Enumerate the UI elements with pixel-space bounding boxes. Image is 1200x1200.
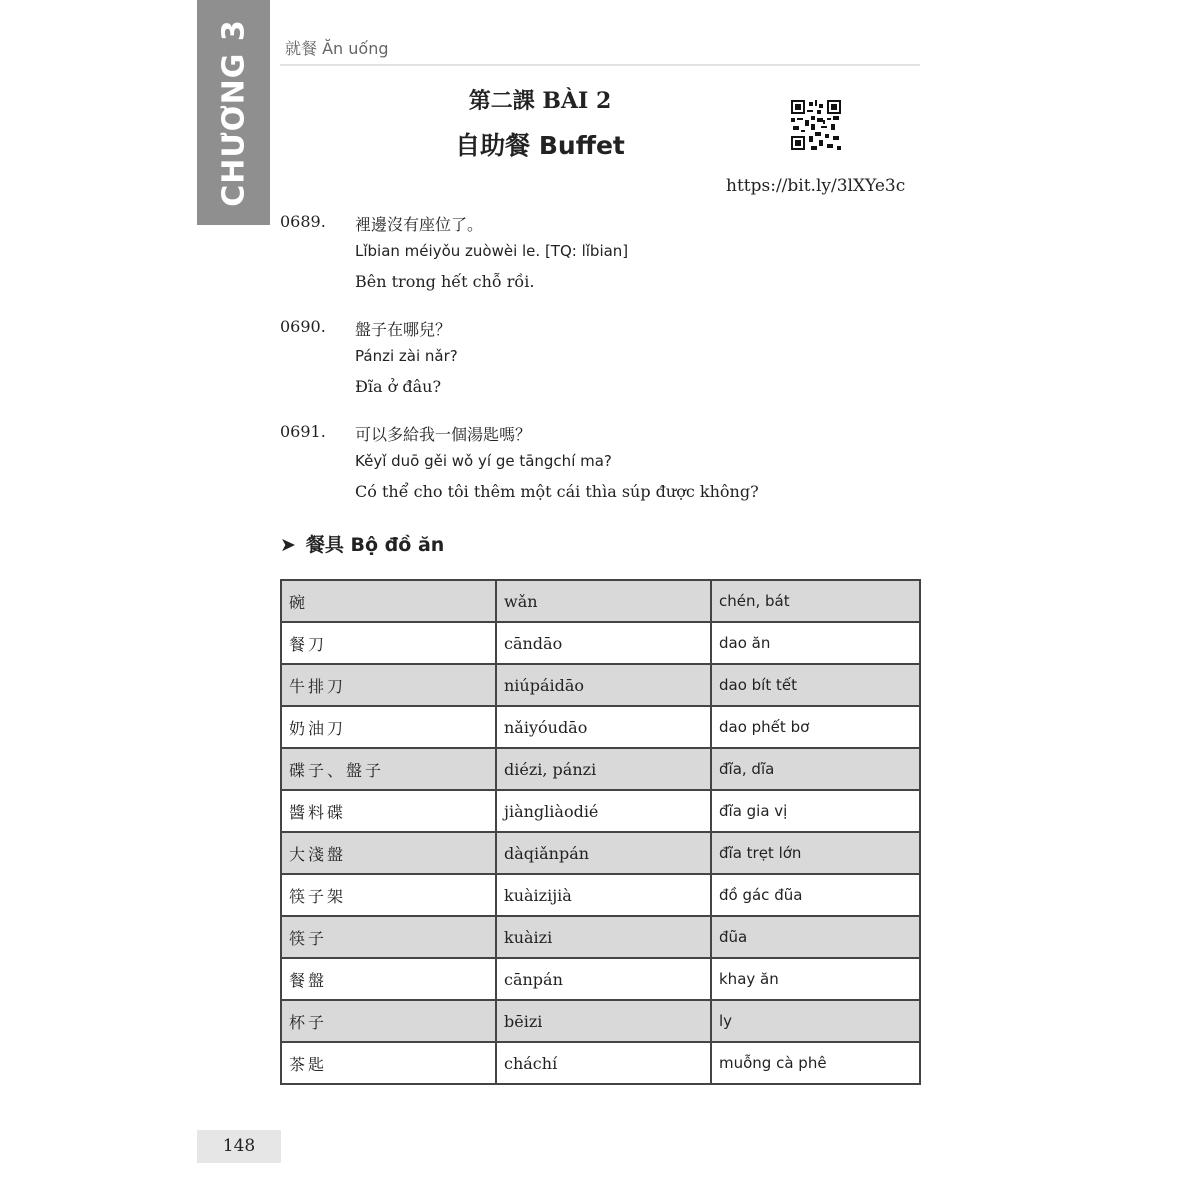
vocab-chinese: 牛排刀 <box>281 664 496 706</box>
table-row <box>281 664 920 706</box>
vocab-chinese: 杯子 <box>281 1000 496 1042</box>
chapter-tab <box>197 0 270 225</box>
vocab-pinyin: jiàngliàodié <box>496 790 711 832</box>
header-divider <box>280 64 920 66</box>
table-row <box>281 1042 920 1084</box>
vocab-chinese: 醬料碟 <box>281 790 496 832</box>
table-row <box>281 916 920 958</box>
entry-pinyin: Pánzi zài nǎr? <box>355 347 458 365</box>
vocab-pinyin: niúpáidāo <box>496 664 711 706</box>
vocab-chinese: 筷子 <box>281 916 496 958</box>
entry-chinese: 可以多給我一個湯匙嗎？ <box>355 425 532 444</box>
lesson-link[interactable]: https://bit.ly/3lXYe3c <box>726 176 906 196</box>
vocab-pinyin: kuàizijià <box>496 874 711 916</box>
vocab-pinyin: diézi, pánzi <box>496 748 711 790</box>
entry-number: 0690. <box>280 317 326 336</box>
entry-chinese: 盤子在哪兒？ <box>355 320 452 339</box>
vocab-vietnamese: dao phết bơ <box>711 706 920 748</box>
vocab-vietnamese: đĩa trẹt lớn <box>711 832 920 874</box>
entry-chinese: 裡邊沒有座位了。 <box>355 215 484 234</box>
table-row <box>281 832 920 874</box>
vocab-vietnamese: muỗng cà phê <box>711 1042 920 1084</box>
section-heading <box>280 530 444 557</box>
lesson-subtitle: 自助餐 Buffet <box>455 131 625 160</box>
entry-pinyin: Lǐbian méiyǒu zuòwèi le. [TQ: lǐbian] <box>355 242 629 260</box>
vocab-chinese: 餐刀 <box>281 622 496 664</box>
qr-code-icon[interactable] <box>791 100 841 150</box>
table-row <box>281 706 920 748</box>
table-row <box>281 790 920 832</box>
vocab-chinese: 茶匙 <box>281 1042 496 1084</box>
vocab-vietnamese: đồ gác đũa <box>711 874 920 916</box>
vocab-pinyin: nǎiyóudāo <box>496 706 711 748</box>
entry-pinyin: Kěyǐ duō gěi wǒ yí ge tāngchí ma? <box>355 452 612 470</box>
vocab-chinese: 筷子架 <box>281 874 496 916</box>
vocab-vietnamese: đũa <box>711 916 920 958</box>
lesson-title: 第二課 BÀI 2 <box>468 88 612 114</box>
table-row <box>281 622 920 664</box>
vocab-pinyin: cháchí <box>496 1042 711 1084</box>
vocab-table <box>280 579 921 1085</box>
entry-vietnamese: Đĩa ở đâu? <box>355 377 442 396</box>
vocab-vietnamese: khay ăn <box>711 958 920 1000</box>
vocab-vietnamese: đĩa, dĩa <box>711 748 920 790</box>
table-row <box>281 874 920 916</box>
chapter-label: CHƯƠNG 3 <box>216 18 251 207</box>
vocab-vietnamese: chén, bát <box>711 580 920 622</box>
vocab-pinyin: cānpán <box>496 958 711 1000</box>
vocab-pinyin: bēizi <box>496 1000 711 1042</box>
vocab-pinyin: cāndāo <box>496 622 711 664</box>
table-row <box>281 580 920 622</box>
arrow-right-icon: ➤ <box>280 534 296 556</box>
vocab-vietnamese: ly <box>711 1000 920 1042</box>
vocab-chinese: 碟子、盤子 <box>281 748 496 790</box>
entry-vietnamese: Bên trong hết chỗ rồi. <box>355 272 535 291</box>
table-row <box>281 958 920 1000</box>
table-row <box>281 748 920 790</box>
table-row <box>281 1000 920 1042</box>
entry-number: 0691. <box>280 422 326 441</box>
vocab-pinyin: wǎn <box>496 580 711 622</box>
entry-vietnamese: Có thể cho tôi thêm một cái thìa súp được không? <box>355 482 759 501</box>
vocab-pinyin: dàqiǎnpán <box>496 832 711 874</box>
entry-number: 0689. <box>280 212 326 231</box>
vocab-pinyin: kuàizi <box>496 916 711 958</box>
vocab-chinese: 碗 <box>281 580 496 622</box>
vocab-chinese: 大淺盤 <box>281 832 496 874</box>
vocab-chinese: 餐盤 <box>281 958 496 1000</box>
page-number: 148 <box>197 1130 281 1163</box>
vocab-chinese: 奶油刀 <box>281 706 496 748</box>
vocab-vietnamese: đĩa gia vị <box>711 790 920 832</box>
vocab-vietnamese: dao bít tết <box>711 664 920 706</box>
running-head: 就餐 Ăn uống <box>285 39 389 58</box>
vocab-vietnamese: dao ăn <box>711 622 920 664</box>
section-title: 餐具 Bộ đồ ăn <box>305 534 445 556</box>
